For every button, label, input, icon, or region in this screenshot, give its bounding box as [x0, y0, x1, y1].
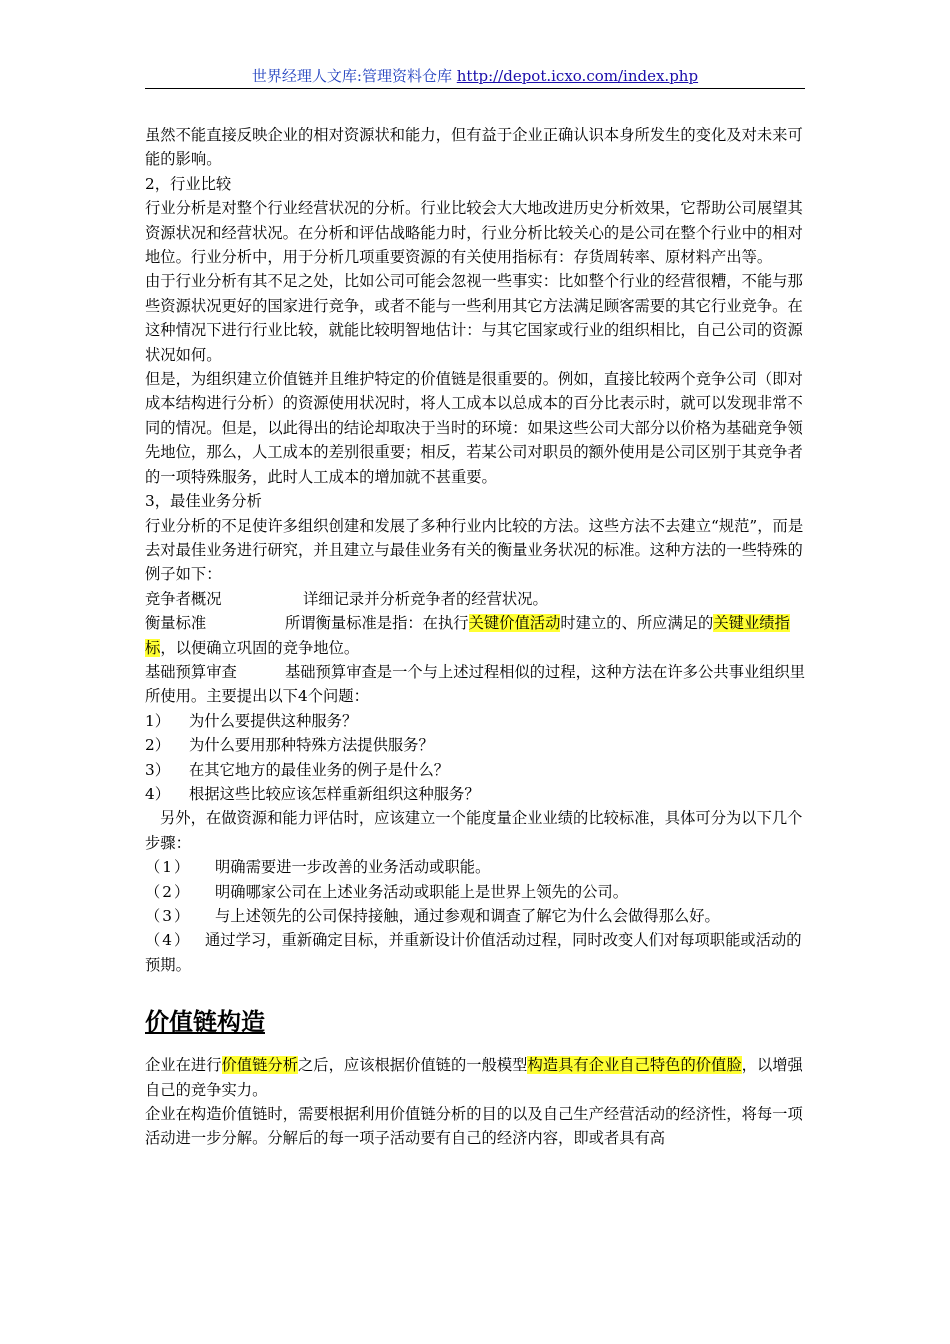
list-number: 3）: [145, 760, 171, 779]
list-item: [145, 709, 810, 733]
paragraph: [145, 1053, 810, 1102]
paragraph: 由于行业分析有其不足之处，比如公司可能会忽视一些事实：比如整个行业的经营很糟，不能与那些资源状况更好的国家进行竞争，或者不能与一些利用其它方法满足顾客需要的其它行业竞争。在这种情况下进行行业比较，就能比较明智地估计：与其它国家或行业的组织相比，自己公司的资源状况如何。: [145, 272, 803, 364]
list-text: 在其它地方的最佳业务的例子是什么？: [189, 760, 450, 779]
paragraph: 行业分析的不足使许多组织创建和发展了多种行业内比较的方法。这些方法不去建立“规范”，而是去对最佳业务进行研究，并且建立与最佳业务有关的衡量业务状况的标准。这种方法的一些特殊的例子如下：: [145, 516, 804, 584]
example-desc: 详细记录并分析竞争者的经营状况。: [303, 589, 548, 608]
paragraph: 企业在构造价值链时，需要根据利用价值链分析的目的以及自己生产经营活动的经济性，将每一项活动进一步分解。分解后的每一项子活动要有自己的经济内容，即或者具有高: [145, 1105, 803, 1148]
step-number: （3）: [145, 907, 192, 925]
list-text: 根据这些比较应该怎样重新组织这种服务？: [189, 784, 480, 803]
paragraph: 另外，在做资源和能力评估时，应该建立一个能度量企业业绩的比较标准，具体可分为以下几个步骤：: [145, 809, 803, 852]
list-number: 2）: [145, 736, 171, 755]
step-number: （4）: [145, 931, 192, 950]
site-url-link[interactable]: http://depot.icxo.com/index.php: [456, 67, 699, 85]
paragraph: 行业分析是对整个行业经营状况的分析。行业比较会大大地改进历史分析效果，它帮助公司展望其资源状况和经营状况。在分析和评估战略能力时，行业分析比较关心的是公司在整个行业中的相对地位。行业分析中，用于分析几项重要资源的有关使用指标有：存货周转率、原材料产出等。: [145, 199, 803, 267]
text-run: ，以增强自己的竞争实力。: [145, 1056, 803, 1099]
highlight: 构造具有企业自己特色的价值脸: [527, 1056, 742, 1075]
paragraph: 虽然不能直接反映企业的相对资源状和能力，但有益于企业正确认识本身所发生的变化及对未来可能的影响。: [145, 126, 803, 169]
site-name: 世界经理人文库:管理资料仓库: [251, 67, 452, 85]
page-header: [145, 64, 805, 89]
example-desc: ，以便确立巩固的竞争地位。: [160, 638, 360, 657]
text-run: 企业在进行: [145, 1056, 222, 1075]
paragraph: 但是，为组织建立价值链并且维护特定的价值链是很重要的。例如，直接比较两个竞争公司（即对成本结构进行分析）的资源使用状况时，将人工成本以总成本的百分比表示时，就可以发现非常不同的情况。但是，以此得出的结论却取决于当时的环境：如果这些公司大部分以价格为基础竞争领先地位，那么，人工成本的差别很重要；相反，若某公司对职员的额外使用是公司区别于其竞争者的一项特殊服务，此时人工成本的增加就不甚重要。: [145, 370, 803, 486]
example-desc: 时建立的、所应满足的: [560, 614, 714, 633]
step-number: （1）: [145, 858, 192, 877]
step-item: [145, 880, 810, 904]
step-item: [145, 928, 810, 977]
list-item: [145, 782, 810, 806]
text-run: 之后，应该根据价值链的一般模型: [298, 1056, 528, 1075]
section-heading-industry: 2，行业比较: [145, 174, 232, 193]
example-budget: [145, 660, 810, 709]
list-text: 为什么要用那种特殊方法提供服务？: [189, 736, 434, 755]
example-term: 衡量标准: [145, 614, 207, 633]
list-item: [145, 758, 810, 782]
example-desc: 基础预算审查是一个与上述过程相似的过程，这种方法在许多公共事业组织里所使用。主要提出以下4个问题：: [145, 662, 806, 706]
step-number: （2）: [145, 882, 192, 901]
step-item: [145, 904, 810, 928]
step-text: 通过学习，重新确定目标，并重新设计价值活动过程，同时改变人们对每项职能或活动的预期。: [145, 931, 802, 974]
step-text: 明确哪家公司在上述业务活动或职能上是世界上领先的公司。: [215, 882, 629, 901]
list-number: 1）: [145, 711, 171, 730]
example-term: 竞争者概况: [145, 589, 222, 608]
document-body: [145, 123, 810, 1151]
list-text: 为什么要提供这种服务？: [189, 711, 358, 730]
step-text: 与上述领先的公司保持接触，通过参观和调查了解它为什么会做得那么好。: [215, 907, 720, 925]
example-competitor: [145, 587, 810, 611]
step-item: [145, 855, 810, 879]
highlight: 价值链分析: [221, 1056, 298, 1075]
section-title: 价值链构造: [145, 1008, 265, 1037]
example-term: 基础预算审查: [145, 662, 237, 681]
section-heading-best-practice: 3，最佳业务分析: [145, 492, 262, 511]
example-measure: [145, 611, 810, 660]
step-text: 明确需要进一步改善的业务活动或职能。: [215, 858, 491, 877]
example-desc: 所谓衡量标准是指：在执行: [285, 614, 469, 633]
list-number: 4）: [145, 784, 171, 803]
highlight: 关键价值活动: [468, 614, 561, 633]
highlight: 关键业绩指标: [145, 614, 790, 657]
list-item: [145, 733, 810, 757]
